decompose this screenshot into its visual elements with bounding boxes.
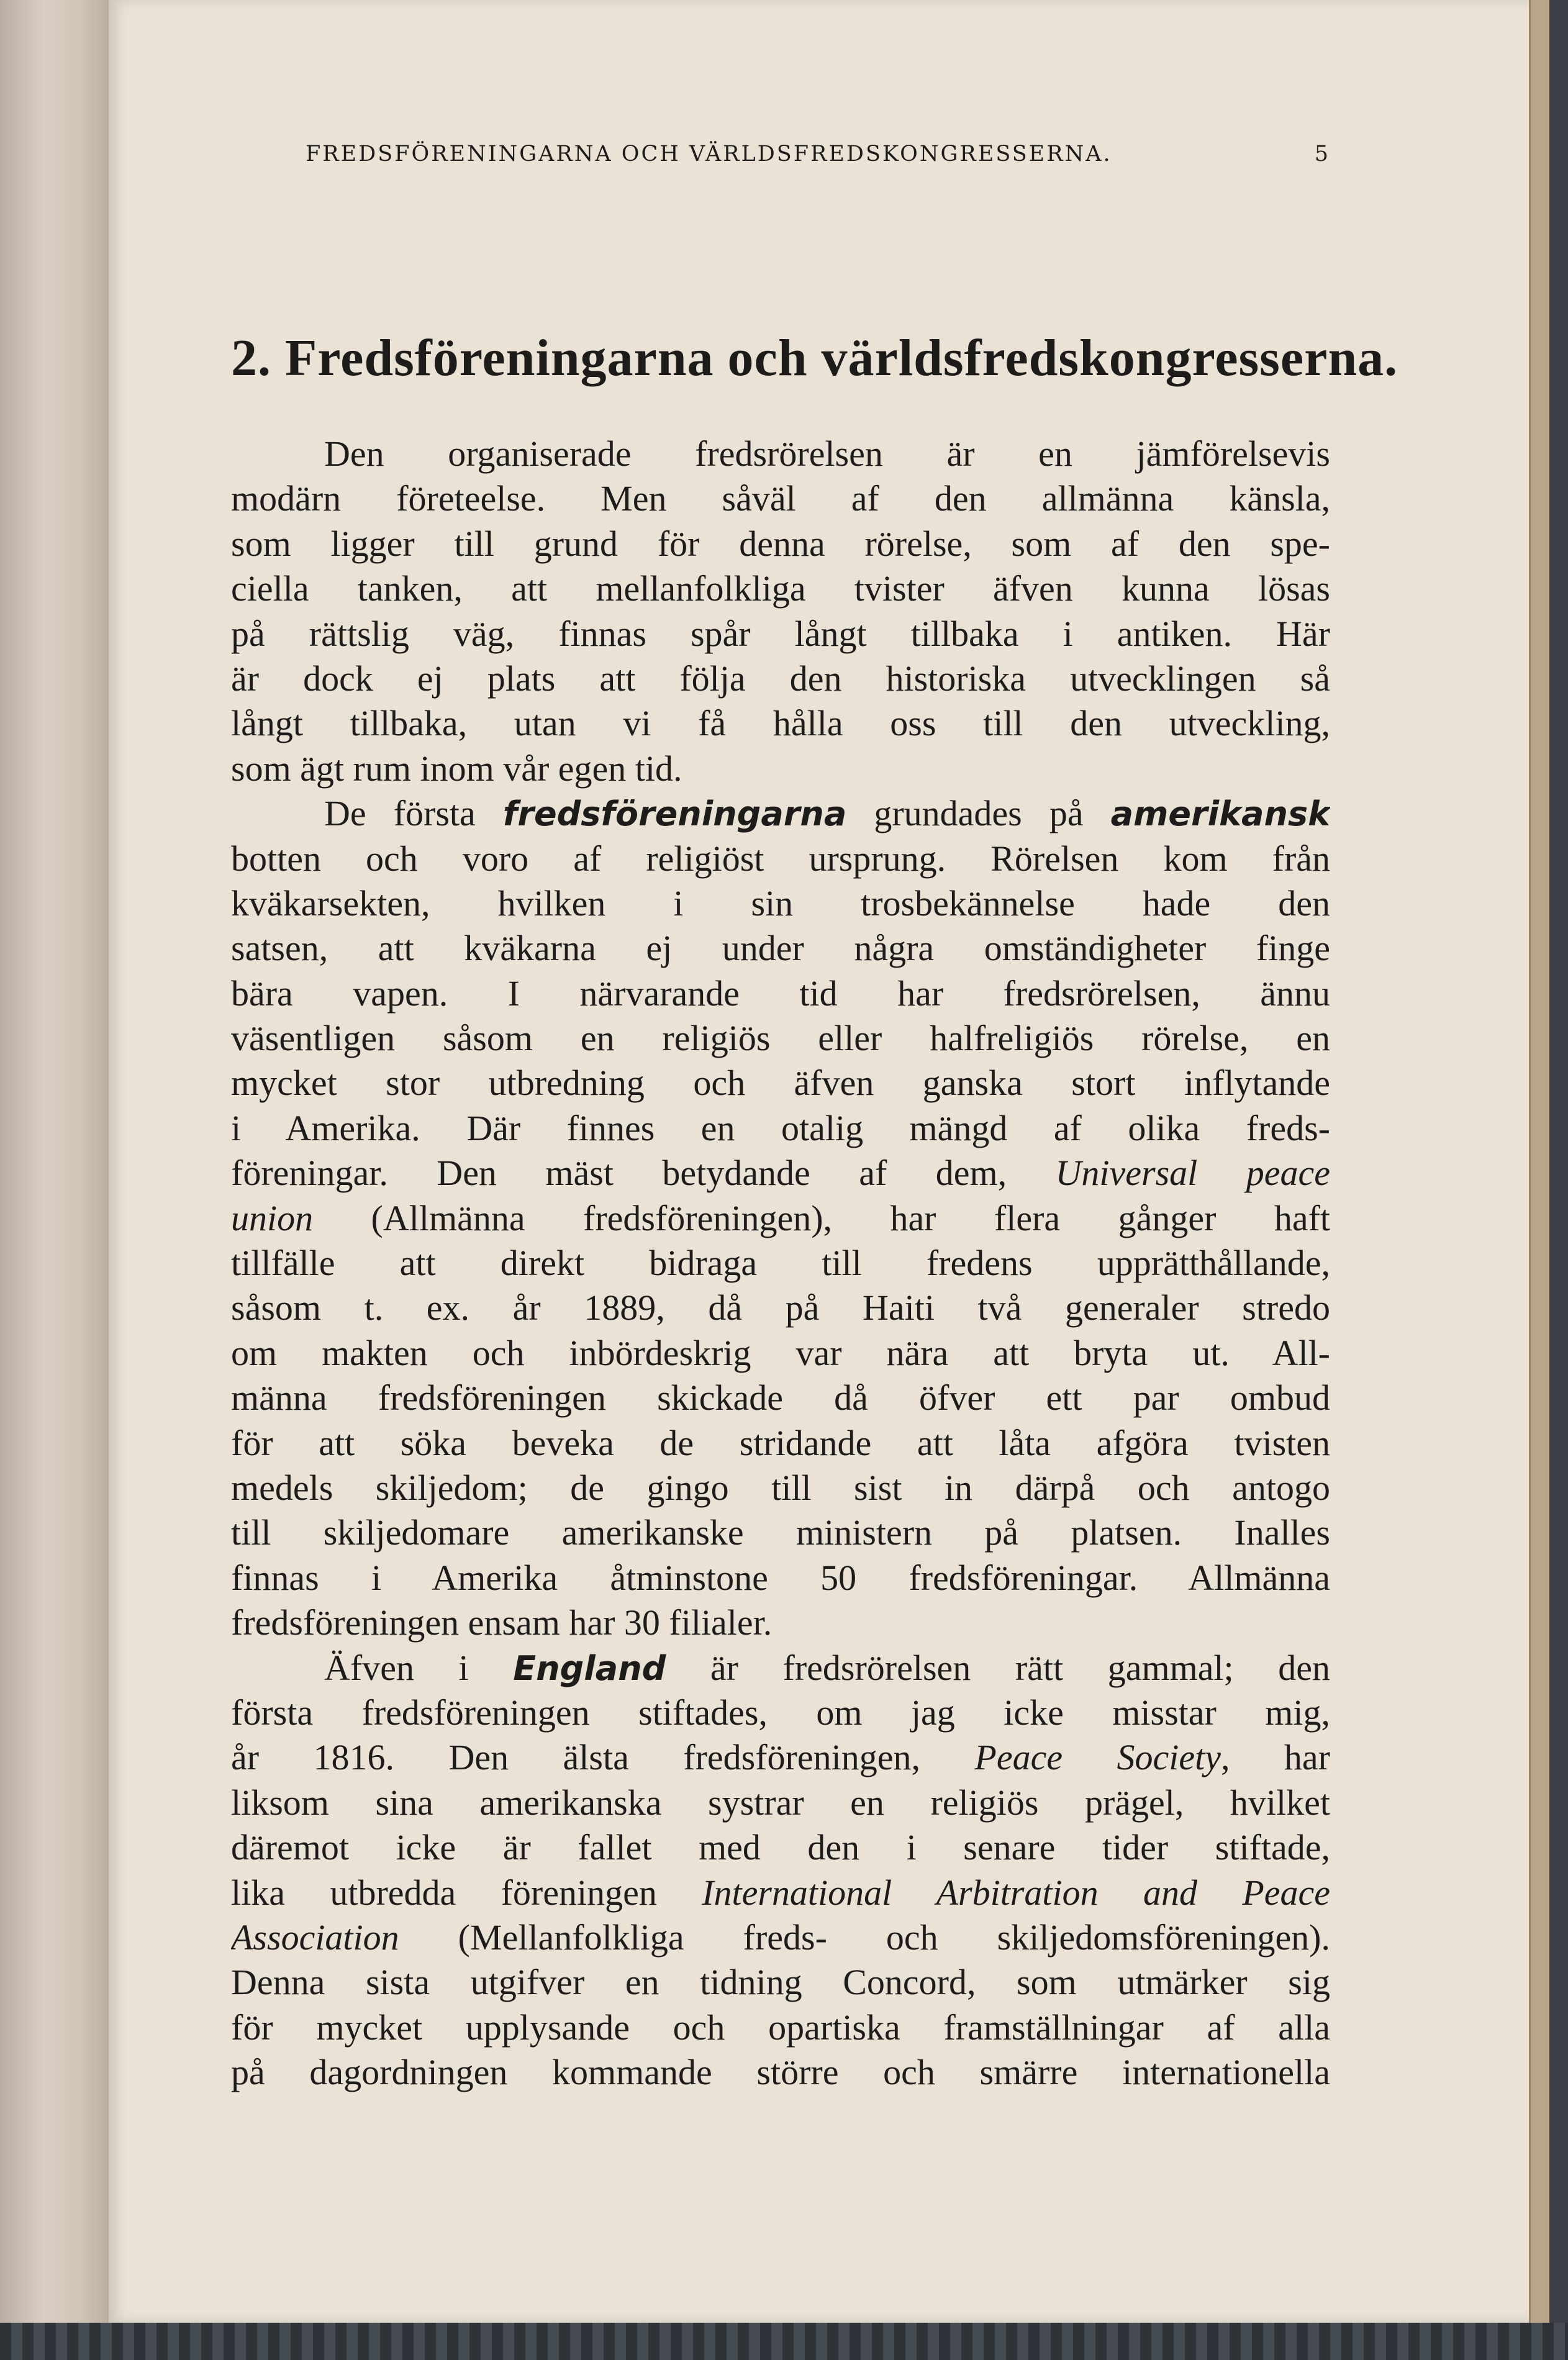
text-line	[231, 1871, 1330, 1915]
text-line: männa fredsföreningen skickade då öfver ett par ombud	[231, 1377, 1330, 1418]
chapter-title: 2. Fredsföreningarna och världsfredskongresserna.	[231, 329, 1398, 387]
text-run: Äfven i	[324, 1647, 514, 1688]
text-line: såsom t. ex. år 1889, då på Haiti två generaler stredo	[231, 1287, 1330, 1328]
text-line: väsentligen såsom en religiös eller halfreligiös rörelse, en	[231, 1018, 1330, 1059]
text-run: , har	[1220, 1737, 1330, 1778]
text-run: De första	[324, 793, 503, 834]
text-line: första fredsföreningen stiftades, om jag icke misstar mig,	[231, 1692, 1330, 1733]
text-run: (Mellanfolkliga freds- och skiljedomsföreningen).	[399, 1917, 1330, 1958]
page-edge	[1529, 0, 1549, 2323]
text-line: för mycket upplysande och opartiska framställningar af alla	[231, 2007, 1330, 2048]
text-run: (Allmänna fredsföreningen), har flera gånger haft	[313, 1197, 1330, 1238]
background-strip	[0, 2323, 1568, 2360]
text-line: är dock ej plats att följa den historiska utvecklingen så	[231, 658, 1330, 699]
running-header	[306, 142, 1330, 166]
emphasized-text: Association	[231, 1917, 399, 1958]
running-header-title: FREDSFÖRENINGARNA OCH VÄRLDSFREDSKONGRESSERNA.	[306, 142, 1112, 166]
text-line: tillfälle att direkt bidraga till fredens upprätthållande,	[231, 1243, 1330, 1284]
text-line	[231, 1735, 1330, 1780]
text-line: i Amerika. Där finnes en otalig mängd af olika freds-	[231, 1107, 1330, 1148]
text-run: år 1816. Den älsta fredsföreningen,	[231, 1737, 975, 1778]
text-line	[231, 1915, 1330, 1960]
text-line: för att söka beveka de stridande att låta afgöra tvisten	[231, 1422, 1330, 1463]
text-line: bära vapen. I närvarande tid har fredsrörelsen, ännu	[231, 973, 1330, 1014]
emphasized-text: England	[513, 1648, 666, 1688]
text-line: som ägt rum inom vår egen tid.	[231, 748, 682, 789]
text-line: finnas i Amerika åtminstone 50 fredsföreningar. Allmänna	[231, 1557, 1330, 1598]
text-line	[231, 791, 1330, 836]
text-run: föreningar. Den mäst betydande af dem,	[231, 1153, 1056, 1194]
text-line: modärn företeelse. Men såväl af den allmänna känsla,	[231, 478, 1330, 519]
book-spine	[0, 0, 112, 2360]
emphasized-text: union	[231, 1197, 314, 1238]
text-line: satsen, att kväkarna ej under några omständigheter finge	[231, 928, 1330, 969]
page-number: 5	[1314, 142, 1330, 166]
text-line: liksom sina amerikanska systrar en religiös prägel, hvilket	[231, 1782, 1330, 1823]
text-line: ciella tanken, att mellanfolkliga tvister äfven kunna lösas	[231, 568, 1330, 609]
text-run: grundades på	[846, 793, 1111, 834]
emphasized-text: International Arbitration and Peace	[702, 1872, 1330, 1913]
text-line: däremot icke är fallet med den i senare tider stiftade,	[231, 1827, 1330, 1868]
body-text	[231, 432, 1330, 2095]
emphasized-text: Universal peace	[1055, 1153, 1330, 1194]
emphasized-text: amerikansk	[1110, 794, 1330, 834]
text-line	[231, 1151, 1330, 1196]
text-line: mycket stor utbredning och äfven ganska stort inflytande	[231, 1063, 1330, 1104]
emphasized-text: fredsföreningarna	[502, 794, 847, 834]
text-line: Den organiserade fredsrörelsen är en jämförelsevis	[324, 433, 1330, 474]
emphasized-text: Peace Society	[974, 1737, 1221, 1778]
text-line: på dagordningen kommande större och smärre internationella	[231, 2052, 1330, 2093]
text-line: kväkarsekten, hvilken i sin trosbekännelse hade den	[231, 883, 1330, 924]
text-line: fredsföreningen ensam har 30 filialer.	[231, 1602, 773, 1643]
text-line	[231, 1196, 1330, 1241]
text-line: om makten och inbördeskrig var nära att bryta ut. All-	[231, 1332, 1330, 1373]
text-line: medels skiljedom; de gingo till sist in därpå och antogo	[231, 1467, 1330, 1508]
text-run: lika utbredda föreningen	[231, 1872, 702, 1913]
text-line: botten och voro af religiöst ursprung. Rörelsen kom från	[231, 838, 1330, 879]
text-line: på rättslig väg, finnas spår långt tillbaka i antiken. Här	[231, 613, 1330, 654]
text-line: Denna sista utgifver en tidning Concord, som utmärker sig	[231, 1962, 1330, 2003]
text-run: är fredsrörelsen rätt gammal; den	[666, 1647, 1330, 1688]
text-line	[231, 1646, 1330, 1691]
text-line: till skiljedomare amerikanske ministern på platsen. Inalles	[231, 1512, 1330, 1553]
text-line: långt tillbaka, utan vi få hålla oss till den utveckling,	[231, 703, 1330, 744]
text-line: som ligger till grund för denna rörelse, som af den spe-	[231, 523, 1330, 564]
